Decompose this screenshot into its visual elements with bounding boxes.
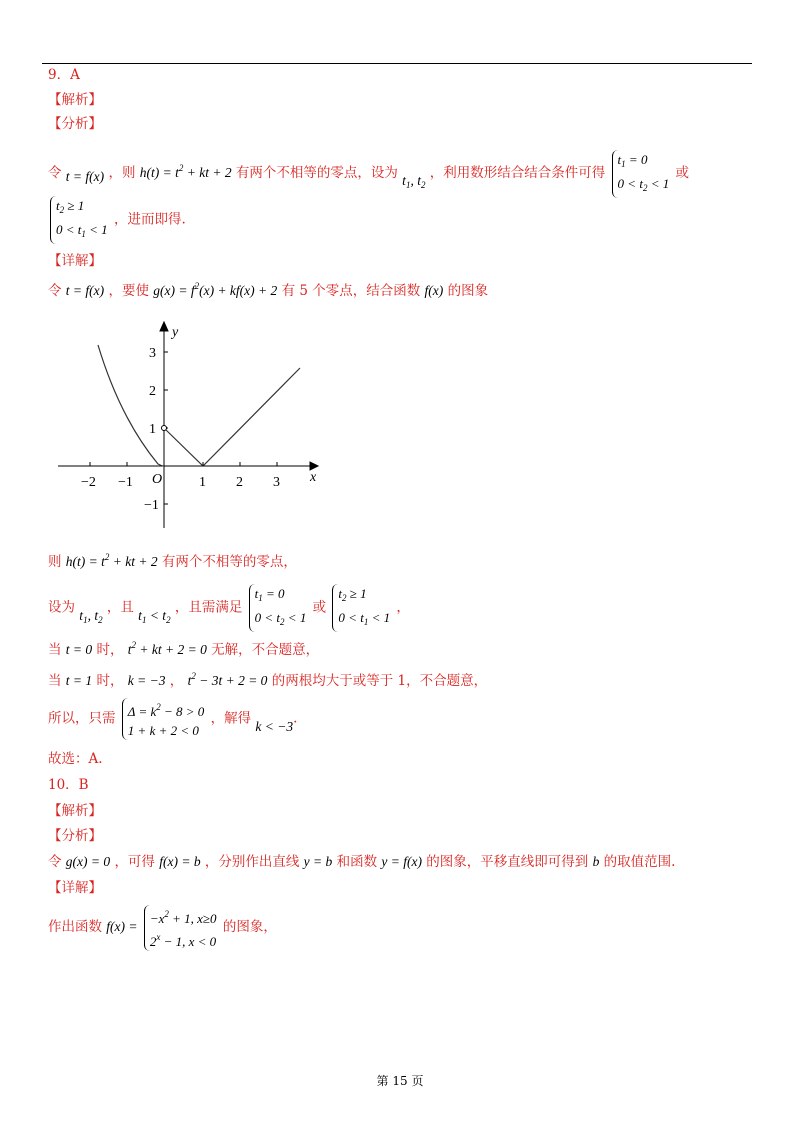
q9-fenxi-line1: 令 t = f(x) ，则 $h(t) = t^2$ + kt + 2 有两个不相等的零点，设为 $t_1$, $t_2$ ，利用数形结合结合条件可得 $t_1 = 0$ $0 < t_2 < 1$ 或 <box>48 148 689 188</box>
q9-xiangjie-label: 【详解】 <box>48 253 102 269</box>
origin-label: O <box>152 472 163 487</box>
curve-right-branch <box>164 368 300 466</box>
y-axis-arrow-icon <box>160 322 168 331</box>
y-tick-label: 2 <box>149 384 156 399</box>
q9-so-line: 所以，只需 $\Delta = k^2 - 8 > 0$ 1 + k + 2 < 0 ，解得 k < −3. <box>48 698 297 738</box>
y-tick-label: −1 <box>144 498 159 513</box>
condition-system-d: $t_2 \ge 1$ $0 < t_1 < 1$ <box>332 584 390 632</box>
q10-heading: 10．B <box>48 777 89 793</box>
y-tick-label: 3 <box>149 346 156 361</box>
function-graph <box>48 318 338 533</box>
y-tick-label: 1 <box>149 422 156 437</box>
y-axis-label: y <box>172 325 179 340</box>
q9-fenxi-label: 【分析】 <box>48 116 102 132</box>
q9-jiexi-label: 【解析】 <box>48 92 102 108</box>
piecewise-function: $-x^2 + 1$, x≥0 $2^x - 1$, x < 0 <box>144 905 217 951</box>
q10-fenxi-line: 令 g(x) = 0 ，可得 f(x) = b ，分别作出直线 y = b 和函数 y = f(x) 的图象，平移直线即可得到 b 的取值范围. <box>48 854 676 870</box>
q9-fenxi-line2: $t_2 \ge 1$ $0 < t_1 < 1$ ，进而即得. <box>48 196 186 236</box>
x-tick-label: 3 <box>273 475 280 490</box>
q9-case-t0: 当 t = 0 时， $t^2$ + kt + 2 = 0 无解，不合题意， <box>48 640 320 658</box>
x-tick-label: −1 <box>118 475 133 490</box>
open-point-marker <box>162 426 167 431</box>
x-tick-label: 2 <box>236 475 243 490</box>
x-axis-arrow-icon <box>310 462 318 470</box>
q9-then-line: 则 $h(t) = t^2$ + kt + 2 有两个不相等的零点， <box>48 552 297 570</box>
top-rule <box>42 63 752 64</box>
q9-heading: 9．A <box>48 67 80 83</box>
x-axis-label: x <box>310 470 317 485</box>
x-tick-label: −2 <box>81 475 96 490</box>
q9-set-line: 设为 $t_1$, $t_2$ ，且 $t_1 < t_2$ ，且需满足 $t_1 = 0$ $0 < t_2 < 1$ 或 $t_2 \ge 1$ $0 < t_1 < 1$ ， <box>48 584 410 624</box>
condition-system-b: $t_2 \ge 1$ $0 < t_1 < 1$ <box>50 196 108 244</box>
condition-system-a: $t_1 = 0$ $0 < t_2 < 1$ <box>612 150 670 198</box>
q10-draw-line: 作出函数 $f(x) = -x^2 + 1$, x≥0 $2^x - 1$, x < 0 的图象， <box>48 904 277 950</box>
x-tick-label: 1 <box>199 475 206 490</box>
q10-fenxi-label: 【分析】 <box>48 828 102 844</box>
page-number: 第 15 页 <box>376 1074 424 1088</box>
q10-jiexi-label: 【解析】 <box>48 803 102 819</box>
q9-detail-line1: 令 t = f(x) ，要使 $g(x) = f^2(x) + kf(x) + 2$ 有 5 个零点，结合函数 f(x) 的图象 <box>48 281 489 299</box>
discriminant-system: $\Delta = k^2 - 8 > 0$ 1 + k + 2 < 0 <box>122 698 204 740</box>
q10-xiangjie-label: 【详解】 <box>48 880 102 896</box>
q9-case-t1: 当 t = 1 时， k = −3 ， $t^2 - 3t + 2 = 0$ 的两根均大于或等于 1，不合题意， <box>48 671 488 689</box>
curve-left-branch <box>98 345 164 466</box>
condition-system-c: $t_1 = 0$ $0 < t_2 < 1$ <box>249 584 307 632</box>
q9-answer: 故选：A. <box>48 751 103 767</box>
